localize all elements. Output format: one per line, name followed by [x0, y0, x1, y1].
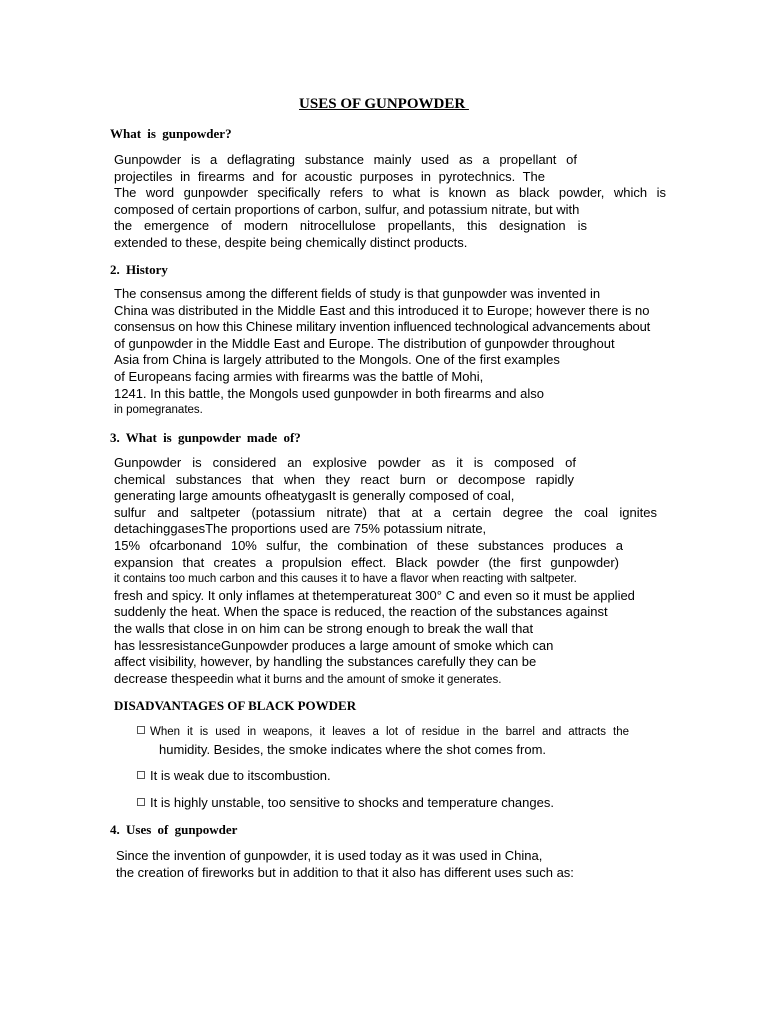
text-fragment: It is highly unstable, too sensitive to shocks and temperature changes. — [150, 795, 554, 810]
text-line: China was distributed in the Middle East and this introduced it to Europe; however there is no — [114, 302, 650, 318]
bullet-box-icon — [137, 726, 145, 734]
text-line: Gunpowder is considered an explosive powder as it is composed of — [114, 455, 576, 470]
text-line: the emergence of modern nitrocellulose propellants, this designation is — [114, 218, 587, 234]
section-2-paragraph — [114, 286, 684, 419]
text-line — [137, 724, 629, 741]
text-fragment: It is weak due to itscombustion. — [150, 768, 331, 783]
bullet-box-icon — [137, 798, 145, 806]
text-line: composed of certain proportions of carbon, sulfur, and potassium nitrate, but with — [114, 201, 580, 217]
text-line: Since the invention of gunpowder, it is used today as it was used in China, — [116, 848, 543, 863]
disadvantage-item — [137, 767, 629, 784]
text-line: extended to these, despite being chemically distinct products. — [114, 234, 468, 250]
text-fragment: in what it burns and the amount of smoke it generates. — [224, 673, 502, 686]
text-line: humidity. Besides, the smoke indicates where the shot comes from. — [159, 742, 547, 757]
text-line: chemical substances that when they react burn or decompose rapidly — [114, 471, 574, 487]
page-title: USES OF GUNPOWDER — [299, 96, 469, 112]
section-1-paragraph — [114, 152, 666, 252]
text-line: The word gunpowder specifically refers to what is known as black powder, which is — [114, 185, 666, 201]
text-line: it contains too much carbon and this causes it to have a flavor when reacting with saltpeter. — [114, 573, 577, 586]
disadvantages-heading: DISADVANTAGES OF BLACK POWDER — [114, 698, 357, 713]
text-line: of Europeans facing armies with firearms was the battle of Mohi, — [114, 368, 484, 384]
text-line: has lessresistanceGunpowder produces a large amount of smoke which can — [114, 637, 554, 653]
text-line: of gunpowder in the Middle East and Europe. The distribution of gunpowder throughout — [114, 335, 615, 351]
text-line: detachinggasesThe proportions used are 75% potassium nitrate, — [114, 521, 487, 537]
text-line: generating large amounts ofheatygasIt is generally composed of coal, — [114, 488, 515, 504]
section-3-paragraph — [114, 455, 659, 688]
text-line: consensus on how this Chinese military invention influenced technological advancements about — [114, 319, 651, 335]
text-line — [114, 671, 659, 689]
section-heading-made-of: 3. What is gunpowder made of? — [110, 430, 301, 445]
section-heading-uses: 4. Uses of gunpowder — [110, 822, 238, 837]
disadvantage-item — [137, 724, 629, 758]
text-line: expansion that creates a propulsion effect. Black powder (the first gunpowder) — [114, 554, 619, 570]
text-line: in pomegranates. — [114, 404, 203, 417]
text-line: sulfur and saltpeter (potassium nitrate) that at a certain degree the coal ignites — [114, 504, 657, 520]
text-line: fresh and spicy. It only inflames at thetemperatureat 300° C and even so it must be applied — [114, 587, 635, 603]
bullet-box-icon — [137, 771, 145, 779]
section-heading-what-is-gunpowder: What is gunpowder? — [110, 126, 232, 141]
text-line: The consensus among the different fields of study is that gunpowder was invented in — [114, 286, 601, 301]
text-line: the creation of fireworks but in addition to that it also has different uses such as: — [116, 864, 574, 880]
text-line: Asia from China is largely attributed to the Mongols. One of the first examples — [114, 352, 560, 368]
section-heading-history: 2. History — [110, 262, 168, 277]
text-line: affect visibility, however, by handling the substances carefully they can be — [114, 654, 537, 670]
text-line: 15% ofcarbonand 10% sulfur, the combination of these substances produces a — [114, 537, 623, 553]
text-line — [137, 794, 629, 811]
section-4-paragraph — [116, 848, 668, 881]
disadvantage-item — [137, 794, 629, 811]
text-fragment: When it is used in weapons, it leaves a lot of residue in the barrel and attracts the — [150, 726, 629, 738]
text-line: projectiles in firearms and for acoustic purposes in pyrotechnics. The — [114, 168, 545, 184]
text-line: suddenly the heat. When the space is reduced, the reaction of the substances against — [114, 604, 608, 620]
text-line: the walls that close in on him can be strong enough to break the wall that — [114, 620, 534, 636]
text-line: 1241. In this battle, the Mongols used gunpowder in both firearms and also — [114, 385, 544, 401]
text-line — [137, 767, 629, 784]
text-fragment: decrease thespeed — [114, 670, 225, 686]
text-line: Gunpowder is a deflagrating substance mainly used as a propellant of — [114, 152, 577, 167]
